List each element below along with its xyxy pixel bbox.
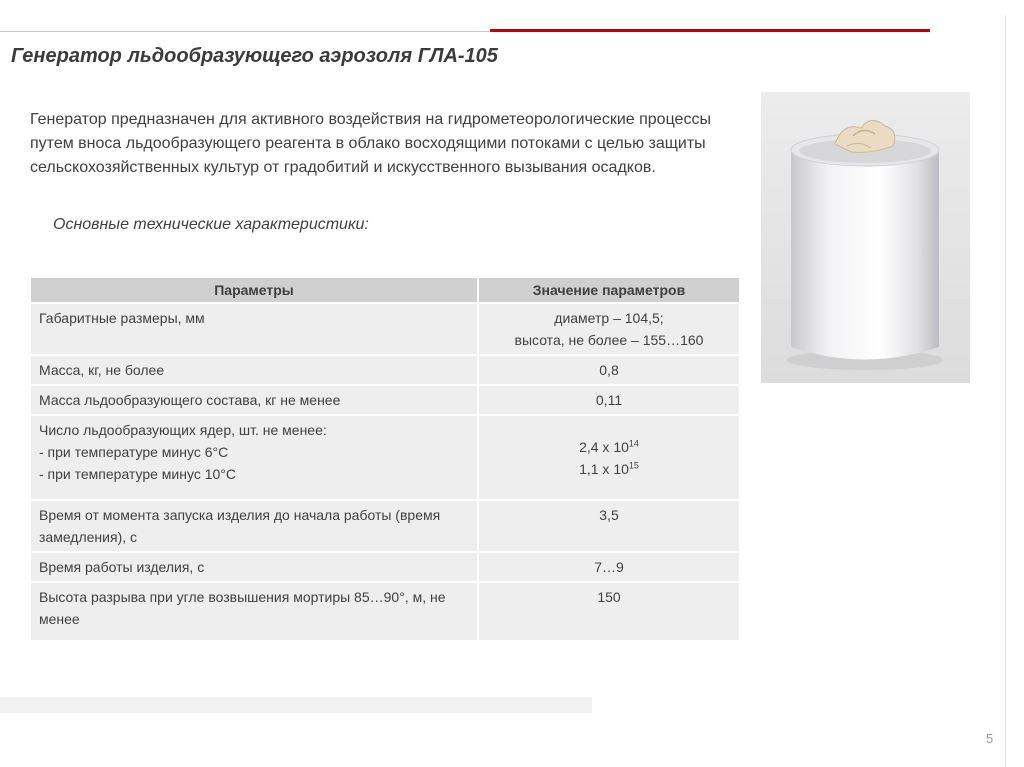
param-cell <box>31 416 479 501</box>
table-row <box>31 501 739 553</box>
value-cell: 150 <box>479 583 739 642</box>
value-exponent: 14 <box>628 437 639 448</box>
param-cell: Время работы изделия, с <box>31 553 479 583</box>
value-line <box>487 458 731 480</box>
param-cell: Высота разрыва при угле возвышения мортиры 85…90°, м, не менее <box>31 583 479 642</box>
value-cell <box>479 304 739 356</box>
value-cell: 3,5 <box>479 501 739 553</box>
specs-table <box>31 278 739 642</box>
bottom-band <box>0 697 592 713</box>
value-exponent: 15 <box>628 459 639 470</box>
param-cell: Габаритные размеры, мм <box>31 304 479 356</box>
table-row <box>31 356 739 386</box>
table-row <box>31 553 739 583</box>
header-values: Значение параметров <box>479 278 739 304</box>
param-cell: Масса льдообразующего состава, кг не менее <box>31 386 479 416</box>
param-cell: Масса, кг, не более <box>31 356 479 386</box>
table-row <box>31 583 739 642</box>
page-number: 5 <box>986 731 994 746</box>
table-row <box>31 416 739 501</box>
product-photo <box>761 92 970 383</box>
generator-canister-image <box>761 92 970 383</box>
param-line: - при температуре минус 10°С <box>39 466 236 482</box>
value-line <box>487 436 731 458</box>
header-parameters: Параметры <box>31 278 479 304</box>
right-frame-line <box>1005 15 1006 767</box>
specs-subheading: Основные технические характеристики: <box>53 216 369 233</box>
value-base: 1,1 х 10 <box>579 460 629 477</box>
param-line: - при температуре минус 6°С <box>39 444 229 460</box>
table-row <box>31 304 739 356</box>
value-cell: 7…9 <box>479 553 739 583</box>
value-cell: 0,11 <box>479 386 739 416</box>
accent-bar <box>490 29 930 32</box>
table-header-row <box>31 278 739 304</box>
value-cell: 0,8 <box>479 356 739 386</box>
intro-paragraph: Генератор предназначен для активного воздействия на гидрометеорологические процессы путем вноса льдообразующего реагента в облако восходящими потоками с целью защиты сельскохозяйственных культур от градобитий и искусственного вызывания осадков. <box>30 111 711 176</box>
value-cell <box>479 416 739 501</box>
param-cell: Время от момента запуска изделия до начала работы (время замедления), с <box>31 501 479 553</box>
value-line: высота, не более – 155…160 <box>514 332 704 348</box>
table-row <box>31 386 739 416</box>
value-base: 2,4 х 10 <box>579 438 629 455</box>
page-title: Генератор льдообразующего аэрозоля ГЛА-105 <box>11 45 498 67</box>
value-line: диаметр – 104,5; <box>554 310 664 326</box>
param-line: Число льдообразующих ядер, шт. не менее: <box>39 422 327 438</box>
